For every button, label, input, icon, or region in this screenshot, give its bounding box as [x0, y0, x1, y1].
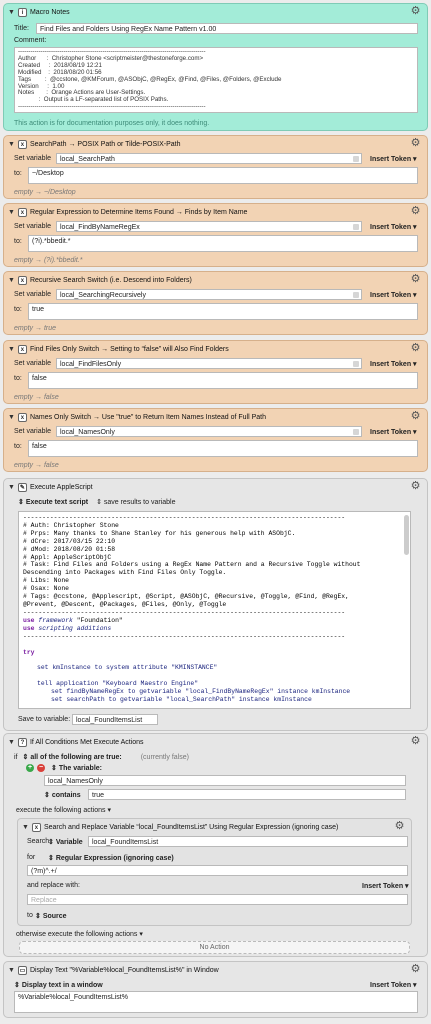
script-scrollbar[interactable]: [404, 515, 409, 555]
script-comment-line: ------------------------------------------------------------------------------------: [23, 514, 346, 521]
set-variable-label: Set variable: [14, 291, 51, 298]
variable-icon: x: [18, 345, 27, 354]
empty-default-note: empty → false: [14, 394, 59, 401]
variable-value-field[interactable]: (?i).*bbedit.*: [28, 235, 418, 252]
action-title: Names Only Switch → Use "true" to Return Item Names Instead of Full Path: [29, 413, 266, 421]
if-label: if: [14, 753, 18, 761]
variable-name-text: local_FindFilesOnly: [60, 361, 122, 368]
set-variable-label: Set variable: [14, 360, 51, 367]
action-title: Recursive Search Switch (i.e. Descend into Folders): [29, 276, 192, 284]
set-variable-label: Set variable: [14, 155, 51, 162]
action-header[interactable]: [4, 272, 427, 288]
add-condition-button[interactable]: +: [27, 764, 33, 771]
gear-icon[interactable]: ⚙: [410, 137, 421, 149]
variable-icon: x: [18, 208, 27, 217]
action-header[interactable]: [4, 962, 427, 978]
disclosure-triangle-icon[interactable]: ▼: [8, 345, 15, 353]
gear-icon[interactable]: ⚙: [394, 820, 405, 832]
search-replace-action: [17, 818, 412, 926]
script-comment-line: # Libs: None: [23, 577, 70, 585]
separator-line: ------------------------------------------------------------------------------------: [23, 632, 346, 640]
operator-label: contains: [51, 792, 81, 799]
condition-variable-field[interactable]: local_NamesOnly: [44, 775, 406, 786]
action-header[interactable]: [4, 204, 427, 220]
macro-notes-action: [3, 3, 428, 131]
action-title: Find Files Only Switch → Setting to “false” will Also Find Folders: [29, 345, 229, 353]
script-comment-line: # Tags: @ccstone, @Applescript, @Script, @ASObjC, @Recursive, @Toggle, @Find, @RegEx,: [23, 593, 349, 601]
for-label: for: [27, 854, 36, 861]
disclosure-triangle-icon[interactable]: ▼: [8, 738, 15, 746]
use-framework-line: use framework "Foundation": [23, 616, 123, 624]
search-pattern-field[interactable]: (?m)^.+/: [27, 865, 408, 876]
to-label: to:: [14, 306, 22, 313]
variable-icon: x: [18, 140, 27, 149]
action-title: If All Conditions Met Execute Actions: [29, 738, 144, 746]
action-title: Display Text "%Variable%local_FoundItemsList%" in Window: [29, 966, 219, 974]
title-label: Title:: [14, 25, 29, 32]
action-title: Regular Expression to Determine Items Found → Finds by Item Name: [29, 208, 248, 216]
operator-popup[interactable]: ⇕ contains: [44, 792, 81, 799]
insert-token-button[interactable]: Insert Token ▾: [370, 292, 417, 299]
match-type-popup[interactable]: ⇕ Regular Expression (ignoring case): [48, 855, 174, 862]
variable-name-field[interactable]: [56, 426, 362, 437]
insert-token-label: Insert Token: [370, 361, 412, 368]
insert-token-button[interactable]: Insert Token ▾: [370, 224, 417, 231]
script-editor[interactable]: [18, 511, 411, 709]
no-action-placeholder[interactable]: No Action: [19, 941, 410, 954]
script-line-1: set kmInstance to system attribute "KMINSTANCE": [37, 664, 218, 672]
variable-name-field[interactable]: [56, 358, 362, 369]
script-line-3: set findByNameRegEx to getvariable "local_FindByNameRegEx" instance kmInstance: [51, 688, 351, 696]
search-replace-icon: x: [32, 823, 41, 832]
display-text-action: [3, 961, 428, 1018]
action-header[interactable]: [4, 136, 427, 152]
applescript-action: [3, 478, 428, 731]
source-type-popup[interactable]: ⇕ Variable: [48, 839, 83, 846]
set-variable-action: [3, 135, 428, 199]
otherwise-label: otherwise execute the following actions ▾: [16, 931, 143, 938]
disclosure-triangle-icon[interactable]: ▼: [8, 483, 15, 491]
disclosure-triangle-icon[interactable]: ▼: [8, 966, 15, 974]
empty-default-note: empty → true: [14, 325, 57, 332]
disclosure-triangle-icon[interactable]: ▼: [8, 276, 15, 284]
comment-field[interactable]: ------------------------------------------------------------------------------------------- Author : Christopher Stone <scriptmeister@thestoneforge.com> Created : 2018/08/19 12:21 Modified : 2018/08/20 01:56 Tags : @ccstone, @KMForum, @ASObjC, @RegEx, @Find, @Files, @Folders, @Exclude Version : 1.00 Notes : Orange Actions are User-Settings. : Output is a LF-separated list of POSIX Paths. -------------------------------------------------------------------------------------------: [14, 47, 418, 113]
script-comment-line: # dMod: 2018/08/20 01:58: [23, 545, 116, 553]
variable-name-text: local_SearchPath: [60, 156, 115, 163]
gear-icon[interactable]: ⚙: [410, 5, 421, 17]
action-header[interactable]: [4, 479, 427, 495]
script-comment-line: Descending into Packages with Find Files Only Toggle.: [23, 569, 227, 577]
replace-label: and replace with:: [27, 882, 80, 889]
save-to-label: Save to variable:: [18, 716, 71, 723]
display-text-field[interactable]: %Variable%local_FoundItemsList%: [14, 991, 418, 1013]
gear-icon[interactable]: ⚙: [410, 342, 421, 354]
action-header[interactable]: [4, 4, 427, 20]
action-title: SearchPath → POSIX Path or Tilde-POSIX-Path: [29, 140, 181, 148]
replace-field[interactable]: Replace: [27, 894, 408, 905]
insert-token-label: Insert Token: [370, 224, 412, 231]
variable-value-field[interactable]: ~/Desktop: [28, 167, 418, 184]
results-popup[interactable]: ⇕ save results to variable: [96, 499, 176, 506]
script-header-comments: [23, 514, 406, 617]
insert-token-button[interactable]: Insert Token ▾: [370, 361, 417, 368]
comment-label: Comment:: [14, 37, 47, 44]
remove-condition-button[interactable]: −: [38, 764, 44, 771]
nested-action-header[interactable]: [18, 819, 411, 835]
variable-icon: x: [18, 276, 27, 285]
disclosure-triangle-icon[interactable]: ▼: [8, 8, 15, 16]
gear-icon[interactable]: ⚙: [410, 410, 421, 422]
variable-icon: x: [18, 413, 27, 422]
search-label: Search: [27, 838, 50, 845]
script-mode-label: Execute text script: [25, 499, 89, 506]
set-variable-label: Set variable: [14, 428, 51, 435]
results-label: save results to variable: [103, 499, 176, 506]
match-type-label: Regular Expression (ignoring case): [55, 855, 174, 862]
save-to-variable-field[interactable]: local_FoundItemsList: [72, 714, 158, 725]
destination-label: Source: [42, 913, 67, 920]
variable-value-field[interactable]: false: [28, 372, 418, 389]
gear-icon[interactable]: ⚙: [410, 735, 421, 747]
title-field[interactable]: Find Files and Folders Using RegEx Name Pattern v1.00: [36, 23, 418, 34]
script-comment-line: ------------------------------------------------------------------------------------: [23, 608, 346, 616]
script-comment-line: # Appl: AppleScriptObjC: [23, 553, 112, 561]
insert-token-label: Insert Token: [362, 883, 404, 890]
if-then-icon: ?: [18, 738, 27, 747]
set-variable-action: [3, 203, 428, 267]
empty-default-note: empty → (?i).*bbedit.*: [14, 257, 83, 264]
try-line: try: [23, 648, 35, 656]
script-comment-line: @Prevent, @Descent, @Packages, @Files, @Only, @Toggle: [23, 600, 227, 608]
disclosure-triangle-icon[interactable]: ▼: [8, 413, 15, 421]
insert-token-button[interactable]: Insert Token ▾: [370, 982, 417, 989]
set-variable-label: Set variable: [14, 223, 51, 230]
display-mode-popup[interactable]: ⇕ Display text in a window: [14, 982, 103, 989]
condition-state: (currently false): [140, 753, 189, 761]
source-variable-field[interactable]: local_FoundItemsList: [88, 836, 408, 847]
gear-icon[interactable]: ⚙: [410, 480, 421, 492]
condition-value-field[interactable]: true: [88, 789, 406, 800]
script-icon: ✎: [19, 484, 25, 491]
insert-token-label: Insert Token: [370, 982, 412, 989]
insert-token-button[interactable]: Insert Token ▾: [370, 156, 417, 163]
condition-mode-label: all of the following are true:: [30, 754, 122, 761]
source-type-label: Variable: [55, 839, 83, 846]
action-header[interactable]: [4, 734, 427, 750]
variable-name-field[interactable]: [56, 221, 362, 232]
execute-label: execute the following actions ▾: [16, 807, 111, 814]
action-header[interactable]: [4, 341, 427, 357]
condition-type-popup[interactable]: ⇕ The variable:: [51, 765, 102, 772]
variable-name-field[interactable]: [56, 289, 362, 300]
script-comment-line: # Auth: Christopher Stone: [23, 521, 119, 529]
display-mode-label: Display text in a window: [21, 982, 103, 989]
script-comment-line: # Prps: Many thanks to Shane Stanley for his generous help with ASObjC.: [23, 529, 296, 537]
script-line-2: tell application "Keyboard Maestro Engine": [37, 680, 199, 688]
script-mode-popup[interactable]: ⇕ Execute text script: [18, 499, 89, 506]
destination-popup[interactable]: ⇕ Source: [35, 913, 67, 920]
script-comment-line: # Task: Find Files and Folders using a RegEx Name Pattern and a Recursive Toggle without: [23, 561, 361, 569]
set-variable-action: [3, 408, 428, 472]
to-label: to:: [14, 443, 22, 450]
condition-mode-popup[interactable]: ⇕ all of the following are true:: [22, 754, 122, 761]
notes-footer: This action is for documentation purposes only, it does nothing.: [14, 120, 210, 127]
variable-name-text: local_NamesOnly: [60, 429, 115, 436]
action-title: Execute AppleScript: [29, 483, 93, 491]
disclosure-triangle-icon[interactable]: ▼: [8, 140, 15, 148]
disclosure-triangle-icon[interactable]: ▼: [22, 823, 29, 831]
action-title: Macro Notes: [29, 8, 70, 16]
insert-token-button[interactable]: Insert Token ▾: [370, 429, 417, 436]
empty-default-note: empty → false: [14, 462, 59, 469]
insert-token-label: Insert Token: [370, 156, 412, 163]
execute-disclosure-icon[interactable]: ▾: [107, 807, 111, 814]
use-osax-line: use scripting additions: [23, 624, 112, 632]
set-variable-action: [3, 340, 428, 404]
disclosure-triangle-icon[interactable]: ▼: [8, 208, 15, 216]
script-line-4: set searchPath to getvariable "local_SearchPath" instance kmInstance: [51, 696, 312, 704]
gear-icon[interactable]: ⚙: [410, 273, 421, 285]
to-label: to: [27, 912, 33, 919]
empty-default-note: empty → ~/Desktop: [14, 189, 76, 196]
to-label: to:: [14, 170, 22, 177]
to-label: to:: [14, 238, 22, 245]
nested-action-title: Search and Replace Variable “local_FoundItemsList” Using Regular Expression (ignoring case): [43, 823, 339, 831]
insert-token-label: Insert Token: [370, 429, 412, 436]
insert-token-button[interactable]: Insert Token ▾: [362, 883, 409, 890]
insert-token-label: Insert Token: [370, 292, 412, 299]
script-comment-line: # dCre: 2017/03/15 22:10: [23, 537, 116, 545]
variable-name-text: local_SearchingRecursively: [60, 292, 146, 299]
variable-value-field[interactable]: true: [28, 303, 418, 320]
to-label: to:: [14, 375, 22, 382]
gear-icon[interactable]: ⚙: [410, 963, 421, 975]
script-comment-line: # Osax: None: [23, 585, 70, 593]
otherwise-disclosure-icon[interactable]: ▾: [139, 931, 143, 938]
gear-icon[interactable]: ⚙: [410, 205, 421, 217]
variable-name-field[interactable]: [56, 153, 362, 164]
condition-type-label: The variable:: [58, 765, 102, 772]
notes-action-icon: i: [18, 8, 27, 17]
variable-value-field[interactable]: false: [28, 440, 418, 457]
if-then-action: [3, 733, 428, 957]
window-icon: ▭: [19, 967, 26, 974]
action-header[interactable]: [4, 409, 427, 425]
set-variable-action: [3, 271, 428, 335]
variable-name-text: local_FindByNameRegEx: [60, 224, 140, 231]
